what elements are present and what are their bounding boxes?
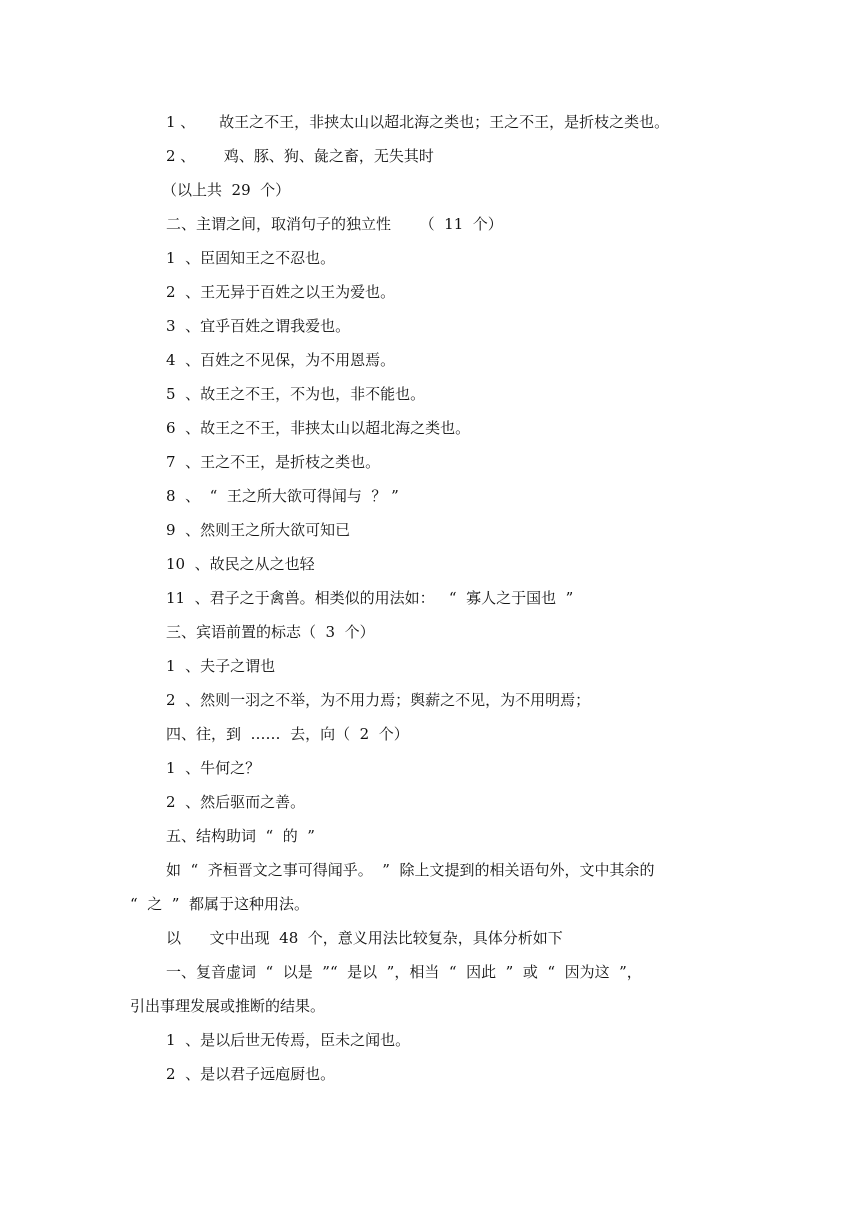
- section-heading: 五、结构助词 “ 的 ”: [166, 827, 315, 845]
- text-line: 9 、然则王之所大欲可知已: [166, 521, 351, 539]
- section-heading: 二、主谓之间，取消句子的独立性 （ 11 个）: [166, 215, 503, 233]
- text-line: 2 、是以君子远庖厨也。: [166, 1065, 336, 1083]
- text-line: 如 “ 齐桓晋文之事可得闻乎。 ” 除上文提到的相关语句外，文中其余的: [166, 861, 655, 879]
- text-line: 11 、君子之于禽兽。相类似的用法如： “ 寡人之于国也 ”: [166, 589, 574, 607]
- text-line: 以 文中出现 48 个，意义用法比较复杂，具体分析如下: [166, 929, 563, 947]
- text-line: 6 、故王之不王，非挟太山以超北海之类也。: [166, 419, 471, 437]
- text-line: 1 、是以后世无传焉，臣未之闻也。: [166, 1031, 411, 1049]
- text-line: 8 、 “ 王之所大欲可得闻与 ？ ”: [166, 487, 399, 505]
- section-heading: 三、宾语前置的标志（ 3 个）: [166, 623, 375, 641]
- text-line: 2 、然则一羽之不举，为不用力焉；舆薪之不见，为不用明焉；: [166, 691, 591, 709]
- text-line: 2 、 鸡、豚、狗、彘之畜，无失其时: [166, 147, 434, 165]
- text-line: 3 、宜乎百姓之谓我爱也。: [166, 317, 351, 335]
- text-line: 1 、牛何之？: [166, 759, 261, 777]
- section-heading: 四、往，到 …… 去，向（ 2 个）: [166, 725, 409, 743]
- text-line: （以上共 29 个）: [162, 181, 291, 199]
- text-line: 1 、夫子之谓也: [166, 657, 276, 675]
- section-heading: 一、复音虚词 “ 以是 ”“ 是以 ”，相当 “ 因此 ” 或 “ 因为这 ”，: [166, 963, 642, 981]
- text-line: 2 、然后驱而之善。: [166, 793, 306, 811]
- text-line: 1 、臣固知王之不忍也。: [166, 249, 336, 267]
- text-line: “ 之 ” 都属于这种用法。: [130, 895, 309, 913]
- text-line: 引出事理发展或推断的结果。: [130, 997, 326, 1015]
- text-line: 7 、王之不王，是折枝之类也。: [166, 453, 381, 471]
- text-line: 4 、百姓之不见保，为不用恩焉。: [166, 351, 396, 369]
- text-line: 1 、 故王之不王，非挟太山以超北海之类也；王之不王，是折枝之类也。: [166, 113, 670, 131]
- text-line: 5 、故王之不王，不为也，非不能也。: [166, 385, 426, 403]
- text-line: 10 、故民之从之也轻: [166, 555, 315, 573]
- text-line: 2 、王无异于百姓之以王为爱也。: [166, 283, 396, 301]
